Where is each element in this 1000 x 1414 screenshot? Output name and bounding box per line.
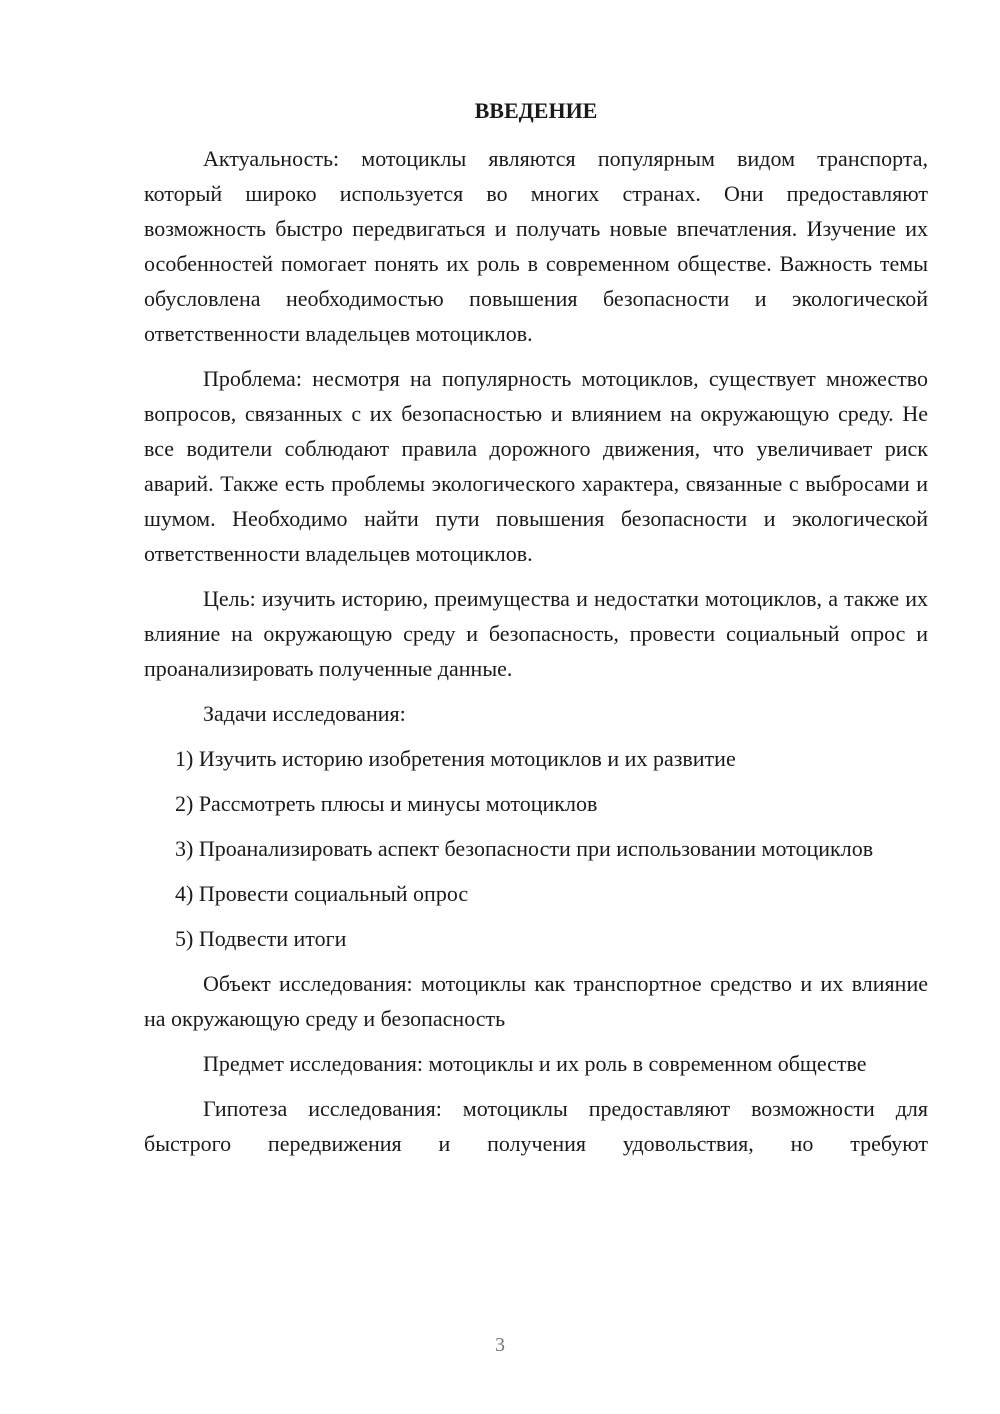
task-item-5: 5) Подвести итоги	[175, 926, 347, 951]
task-item-2: 2) Рассмотреть плюсы и минусы мотоциклов	[175, 791, 598, 816]
paragraph-problem: Проблема: несмотря на популярность мотоциклов, существует множество вопросов, связанных с их безопасностью и влиянием на окружающую среду. Не все водители соблюдают правила дорожного движения, что увеличивает риск аварий. Также есть проблемы экологического характера, связанные с выбросами и шумом. Необходимо найти пути повышения безопасности и экологической ответственности владельцев мотоциклов.	[144, 366, 928, 566]
task-item-4: 4) Провести социальный опрос	[175, 881, 469, 906]
section-title: ВВЕДЕНИЕ	[474, 98, 598, 123]
paragraph-relevance: Актуальность: мотоциклы являются популярным видом транспорта, который широко используется во многих странах. Они предоставляют возможность быстро передвигаться и получать новые впечатления. Изучение их особенностей помогает понять их роль в современном обществе. Важность темы обусловлена необходимостью повышения безопасности и экологической ответственности владельцев мотоциклов.	[144, 146, 928, 346]
page-number: 3	[495, 1334, 505, 1356]
paragraph-hypothesis: Гипотеза исследования: мотоциклы предоставляют возможности для быстрого передвижения и получения удовольствия, но требуют	[144, 1096, 928, 1156]
task-item-1: 1) Изучить историю изобретения мотоциклов и их развитие	[175, 746, 736, 771]
page-content	[144, 95, 928, 1171]
paragraph-object: Объект исследования: мотоциклы как транспортное средство и их влияние на окружающую среду и безопасность	[144, 971, 928, 1031]
paragraph-goal: Цель: изучить историю, преимущества и недостатки мотоциклов, а также их влияние на окружающую среду и безопасность, провести социальный опрос и проанализировать полученные данные.	[144, 586, 928, 681]
paragraph-subject: Предмет исследования: мотоциклы и их роль в современном обществе	[203, 1051, 867, 1076]
task-item-3: 3) Проанализировать аспект безопасности при использовании мотоциклов	[175, 836, 874, 861]
paragraph-tasks-heading: Задачи исследования:	[203, 701, 406, 726]
